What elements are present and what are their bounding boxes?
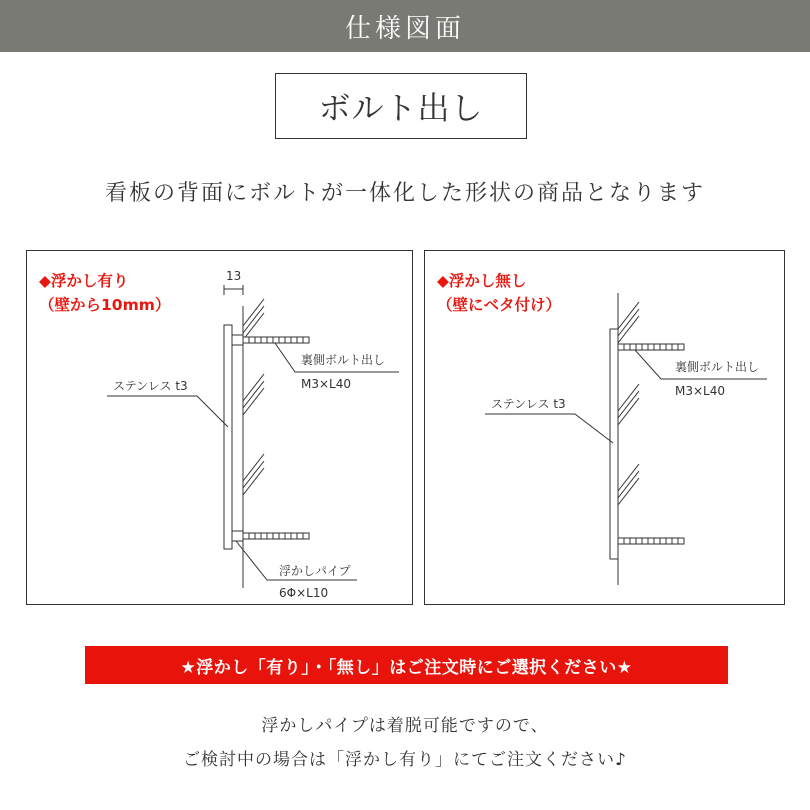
header-title: 仕様図面 (344, 13, 465, 44)
pipe-label: 浮かしパイプ (279, 564, 351, 578)
bolt-label: 裏側ボルト出し (301, 353, 386, 367)
dimension-label: 13 (226, 269, 242, 283)
bolt-top (618, 344, 684, 350)
bolt-bottom (618, 538, 684, 544)
notice-banner (85, 646, 728, 684)
notice-text: ★浮かし「有り」・「無し」はご注文時にご選択ください★ (180, 657, 633, 678)
diagram-panel-flush (424, 250, 785, 605)
panel-subtitle-flush: （壁にベタ付け） (437, 296, 562, 314)
floating-pipe-bottom (232, 531, 243, 541)
plate-callout-line (107, 396, 228, 427)
pipe-spec: 6Φ×L10 (279, 586, 329, 600)
floating-pipe-top (232, 335, 243, 345)
panel-subtitle-floating: （壁から10mm） (39, 296, 171, 314)
plate-label: ステンレス t3 (113, 379, 188, 393)
bolt-spec: M3×L40 (675, 384, 725, 398)
header-bar (0, 0, 810, 52)
section-title-box (275, 73, 527, 139)
stainless-plate (610, 329, 618, 559)
bolt-spec: M3×L40 (301, 377, 351, 391)
bolt-label: 裏側ボルト出し (675, 360, 760, 374)
plate-label: ステンレス t3 (491, 397, 566, 411)
product-description: 看板の背面にボルトが一体化した形状の商品となります (104, 181, 705, 206)
bolt-top (243, 337, 309, 343)
panel-title-floating: ◆浮かし有り (39, 272, 129, 290)
bolt-bottom (243, 533, 309, 539)
plate-callout-line (485, 414, 613, 443)
footnote-line-1: 浮かしパイプは着脱可能ですので、 (261, 716, 549, 736)
section-title: ボルト出し (318, 89, 484, 127)
diagram-panel-floating (26, 250, 413, 605)
footnote-line-2: ご検討中の場合は「浮かし有り」にてご注文ください♪ (183, 750, 627, 770)
stainless-plate (224, 325, 232, 549)
panel-title-flush: ◆浮かし無し (437, 272, 527, 290)
